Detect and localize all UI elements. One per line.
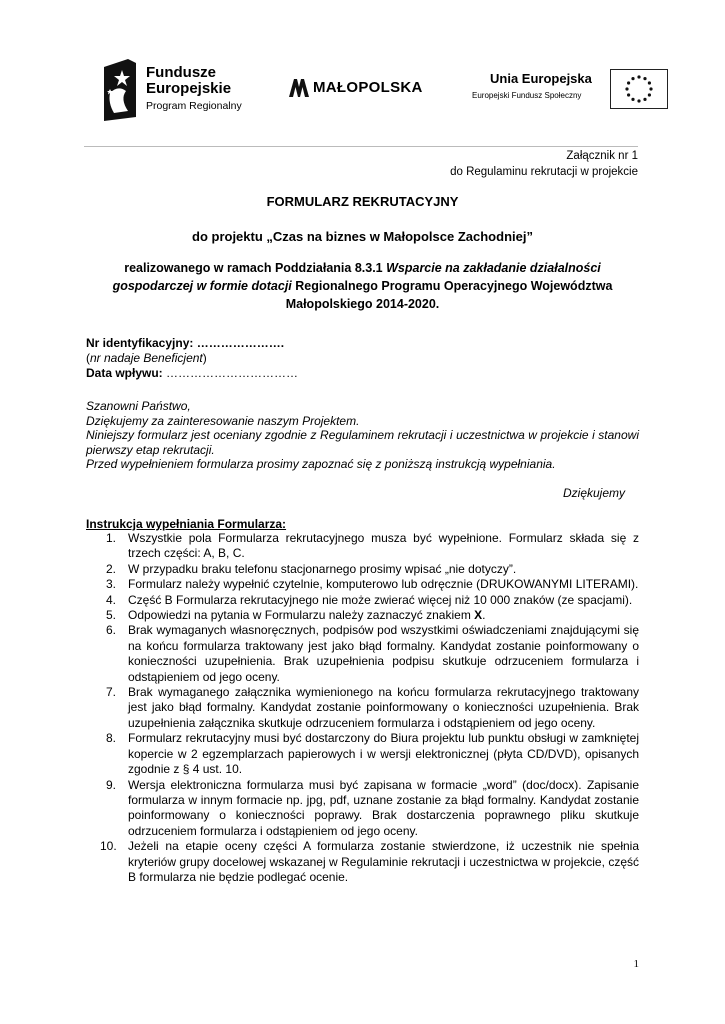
date-received-label: Data wpływu:: [86, 366, 163, 380]
instructions-heading: Instrukcja wypełniania Formularza:: [86, 517, 287, 531]
id-note-italic: nr nadaje Beneficjent: [90, 351, 203, 365]
id-number-note: (nr nadaje Beneficjent): [86, 351, 207, 365]
eu-line1: Unia Europejska: [490, 71, 592, 86]
fe-line1: Fundusze: [146, 64, 216, 81]
malopolska-text: MAŁOPOLSKA: [313, 79, 423, 96]
logo-bar: [0, 55, 725, 125]
list-item: 7. Brak wymaganego załącznika wymienionego na końcu formularza rekrutacyjnego traktowany jest jako błąd formalny. Kandydat zostanie poinformowany o konieczności uzupełnienia. Brak uzupełnienia załącznika skutkuje odrzuceniem formularza i odstąpieniem od jego oceny.: [106, 685, 639, 730]
greeting-line3: Niniejszy formularz jest oceniany zgodnie z Regulaminem rekrutacji i uczestnictwa w projekcie i stanowi pierwszy etap rekrutacji.: [86, 428, 639, 457]
list-item: 2. W przypadku braku telefonu stacjonarnego prosimy wpisać „nie dotyczy”.: [106, 561, 517, 576]
impl-italic: Wsparcie na zakładanie działalności gospodarczej w formie dotacji: [112, 261, 601, 293]
document-title: FORMULARZ REKRUTACYJNY: [266, 194, 459, 209]
malopolska-m-icon: [288, 78, 310, 98]
date-received-value: ……………………………: [162, 366, 299, 380]
impl-prefix: realizowanego w ramach Poddziałania 8.3.1: [124, 261, 387, 275]
greeting-block: [86, 399, 639, 472]
identification-block: [86, 336, 298, 381]
annex-note: [450, 148, 638, 180]
id-number-label: Nr identyfikacyjny: ………………….: [86, 336, 285, 350]
header-divider: [84, 146, 638, 147]
eu-logo: [472, 69, 662, 113]
list-item: 4. Część B Formularza rekrutacyjnego nie może zwierać więcej niż 10 000 znaków (ze spacjami).: [106, 592, 633, 607]
eu-flag-icon: [610, 69, 668, 109]
list-item: 5. Odpowiedzi na pytania w Formularzu należy zaznaczyć znakiem X.: [106, 608, 486, 623]
eu-line2: Europejski Fundusz Społeczny: [472, 91, 582, 100]
list-item: 1. Wszystkie pola Formularza rekrutacyjnego musza być wypełnione. Formularz składa się z trzech części: A, B, C.: [106, 531, 639, 561]
page-number: 1: [633, 958, 639, 970]
greeting-line2: Dziękujemy za zainteresowanie naszym Projektem.: [86, 413, 360, 428]
greeting-line1: Szanowni Państwo,: [86, 399, 191, 413]
list-item: 6. Brak wymaganych własnoręcznych, podpisów pod wszystkimi oświadczeniami znajdującymi się na końcu formularza traktowany jest jako błąd formalny. Kandydat zostanie poinformowany o konieczności uzupełnienia. Brak uzupełnienia podpisu skutkuje odrzuceniem formularza i odstąpieniem od jego oceny.: [106, 623, 639, 684]
fe-line2: Europejskie: [146, 80, 232, 97]
annex-line1: Załącznik nr 1: [566, 150, 638, 162]
list-item: 3. Formularz należy wypełnić czytelnie, komputerowo lub odręcznie (DRUKOWANYMI LITERAMI).: [106, 577, 639, 592]
fe-emblem-icon: [100, 59, 140, 121]
fundusze-europejskie-logo: [100, 59, 250, 121]
list-item: 10. Jeżeli na etapie oceny części A formularza zostanie stwierdzone, iż uczestnik nie spełnia kryteriów grupy docelowej wskazanej w Regulaminie rekrutacji i uczestnictwa w projekcie, część B formularza nie będzie podlegać ocenie.: [100, 839, 639, 884]
implementation-statement: [86, 259, 639, 313]
list-item: 9. Wersja elektroniczna formularza musi być zapisana w formacie „word” (doc/docx). Zapisanie formularza w innym formacie np. jpg, pdf, uznane zostanie za błąd formalny. Kandydat zostanie poinformowany o konieczności poprawy. Brak dostarczenia poprawnego pliku skutkuje odrzuceniem formularza i odstąpieniem od jego oceny.: [106, 777, 639, 838]
fe-line3: Program Regionalny: [146, 100, 242, 112]
greeting-thanks: Dziękujemy: [562, 486, 625, 500]
impl-suffix: Regionalnego Programu Operacyjnego Województwa Małopolskiego 2014-2020.: [285, 279, 613, 311]
project-subtitle: do projektu „Czas na biznes w Małopolsce Zachodniej”: [192, 229, 533, 244]
list-item: 8. Formularz rekrutacyjny musi być dostarczony do Biura projektu lub punktu obsługi w zamkniętej kopercie w 2 egzemplarzach papierowych i w wersji elektronicznej (płyta CD/DVD), opisanych zgodnie z § 4 ust. 10.: [106, 731, 639, 777]
instructions-list: [86, 531, 639, 885]
annex-line2: do Regulaminu rekrutacji w projekcie: [450, 166, 638, 178]
greeting-line4: Przed wypełnieniem formularza prosimy zapoznać się z poniższą instrukcją wypełniania.: [86, 457, 556, 471]
